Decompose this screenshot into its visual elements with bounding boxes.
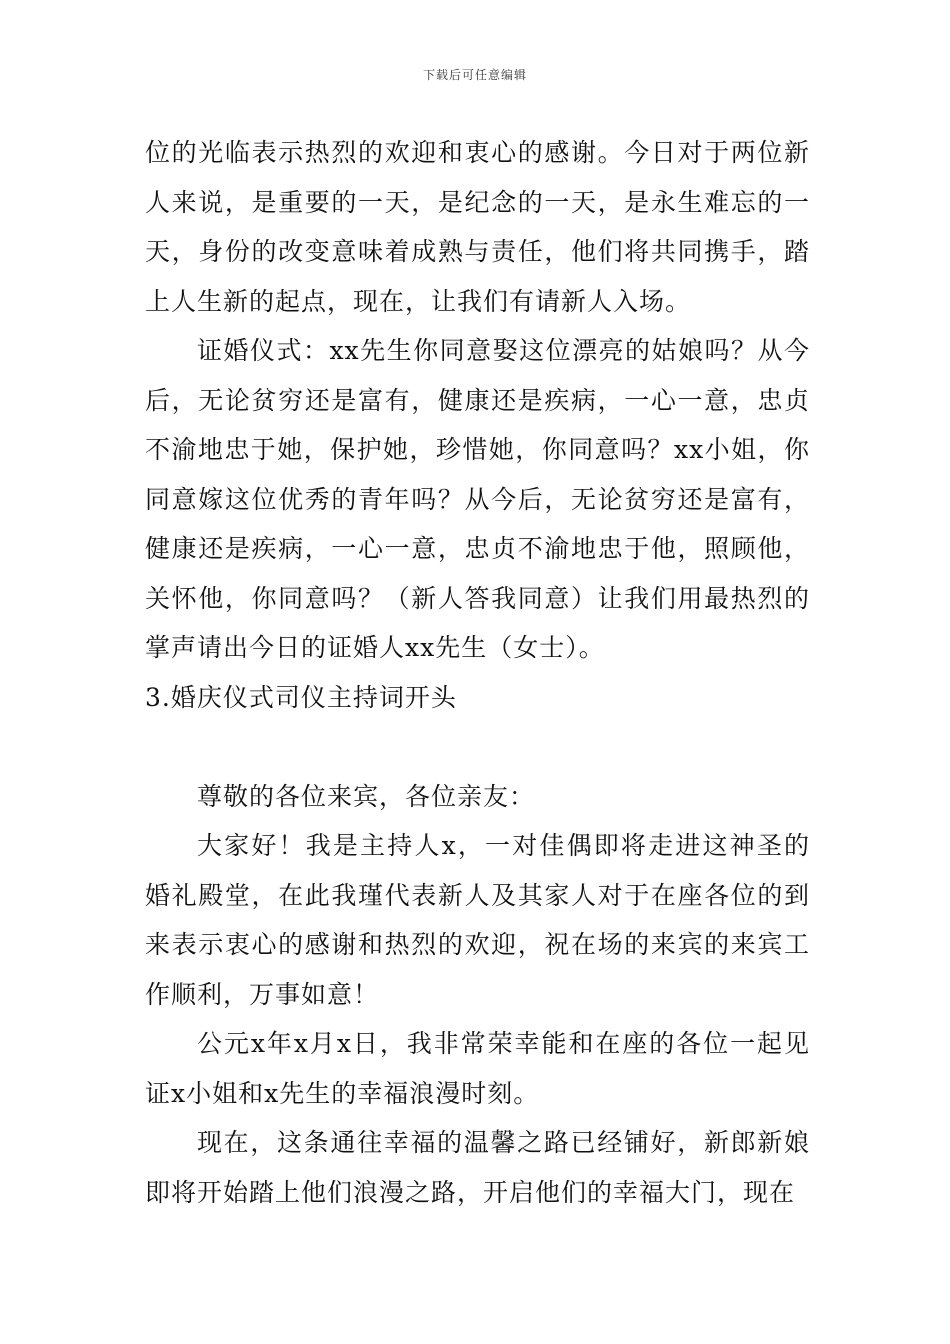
document-body <box>145 128 810 1217</box>
paragraph-wedding-vows: 证婚仪式：xx先生你同意娶这位漂亮的姑娘吗？从今后，无论贫穷还是富有，健康还是疾病，一心一意，忠贞不渝地忠于她，保护她，珍惜她，你同意吗？xx小姐，你同意嫁这位优秀的青年吗？从今后，无论贫穷还是富有，健康还是疾病，一心一意，忠贞不渝地忠于他，照顾他，关怀他，你同意吗？（新人答我同意）让我们用最热烈的掌声请出今日的证婚人xx先生（女士）。 <box>145 336 810 662</box>
paragraph-path: 现在，这条通往幸福的温馨之路已经铺好，新郎新娘即将开始踏上他们浪漫之路，开启他们的幸福大门，现在 <box>145 1128 810 1207</box>
section-heading: 3.婚庆仪式司仪主持词开头 <box>145 682 457 712</box>
blank-line <box>145 722 810 772</box>
paragraph-date: 公元x年x月x日，我非常荣幸能和在座的各位一起见证x小姐和x先生的幸福浪漫时刻。 <box>145 1029 810 1108</box>
paragraph-host-intro: 大家好！我是主持人x，一对佳偶即将走进这神圣的婚礼殿堂，在此我瑾代表新人及其家人对于在座各位的到来表示衷心的感谢和热烈的欢迎，祝在场的来宾的来宾工作顺利，万事如意！ <box>145 831 810 1009</box>
paragraph-continuation: 位的光临表示热烈的欢迎和衷心的感谢。今日对于两位新人来说，是重要的一天，是纪念的一天，是永生难忘的一天，身份的改变意味着成熟与责任，他们将共同携手，踏上人生新的起点，现在，让我们有请新人入场。 <box>145 138 810 316</box>
paragraph-greeting: 尊敬的各位来宾，各位亲友： <box>197 781 536 811</box>
page-header: 下载后可任意编辑 <box>422 68 527 82</box>
